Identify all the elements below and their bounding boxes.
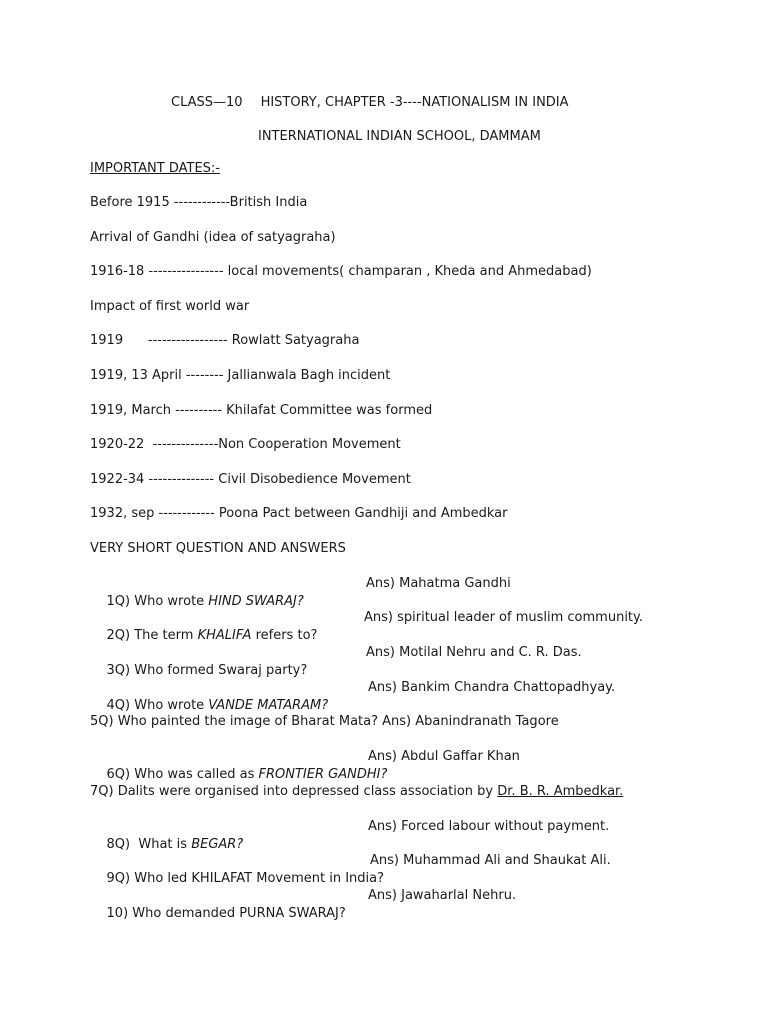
- question-emphasis: BEGAR?: [191, 837, 244, 852]
- question-10: [90, 887, 690, 959]
- question-7: [90, 783, 623, 801]
- school-name: INTERNATIONAL INDIAN SCHOOL, DAMMAM: [258, 129, 541, 144]
- header-class-line: [171, 94, 569, 112]
- answer-underlined: Dr. B. R. Ambedkar.: [497, 784, 624, 799]
- date-item: 1916-18 ---------------- local movements( champaran , Kheda and Ahmedabad): [90, 264, 592, 279]
- class-label: CLASS—10: [171, 95, 243, 110]
- question-text: 10) Who demanded PURNA SWARAJ?: [106, 906, 346, 921]
- question-text: 9Q) Who led KHILAFAT Movement in India?: [106, 871, 384, 886]
- date-item: Arrival of Gandhi (idea of satyagraha): [90, 230, 336, 245]
- date-item: 1919, March ---------- Khilafat Committee was formed: [90, 403, 433, 418]
- date-item: Before 1915 ------------British India: [90, 195, 308, 210]
- question-emphasis: VANDE MATARAM?: [208, 698, 329, 713]
- question-text: 4Q) Who wrote: [106, 698, 209, 713]
- answer-text: Ans) Jawaharlal Nehru.: [368, 888, 517, 903]
- question-text: 2Q) The term: [106, 628, 198, 643]
- answer-text: Ans) Motilal Nehru and C. R. Das.: [366, 645, 582, 660]
- date-item: 1919, 13 April -------- Jallianwala Bagh incident: [90, 368, 391, 383]
- subject-title: HISTORY, CHAPTER -3----NATIONALISM IN INDIA: [260, 95, 569, 110]
- answer-text: Ans) Mahatma Gandhi: [366, 576, 511, 591]
- answer-text: Ans) Muhammad Ali and Shaukat Ali.: [370, 853, 611, 868]
- date-item: 1919 ----------------- Rowlatt Satyagraha: [90, 333, 360, 348]
- question-text: 8Q) What is: [106, 837, 192, 852]
- answer-text: Ans) spiritual leader of muslim community.: [364, 610, 643, 625]
- question-emphasis: FRONTIER GANDHI?: [258, 767, 388, 782]
- answer-text: Ans) Abdul Gaffar Khan: [368, 749, 520, 764]
- date-item: Impact of first world war: [90, 299, 250, 314]
- question-5: 5Q) Who painted the image of Bharat Mata? Ans) Abanindranath Tagore: [90, 714, 559, 729]
- question-text-suffix: refers to?: [251, 628, 318, 643]
- question-text: 1Q) Who wrote: [106, 594, 209, 609]
- question-text: 7Q) Dalits were organised into depressed class association by: [90, 784, 498, 799]
- date-item: 1922-34 -------------- Civil Disobedience Movement: [90, 472, 411, 487]
- date-item: 1920-22 --------------Non Cooperation Movement: [90, 437, 401, 452]
- answer-text: Ans) Bankim Chandra Chattopadhyay.: [368, 680, 616, 695]
- question-emphasis: KHALIFA: [197, 628, 252, 643]
- question-emphasis: HIND SWARAJ?: [208, 594, 304, 609]
- date-item: 1932, sep ------------ Poona Pact between Gandhiji and Ambedkar: [90, 506, 508, 521]
- question-text: 3Q) Who formed Swaraj party?: [106, 663, 308, 678]
- answer-text: Ans) Forced labour without payment.: [368, 819, 610, 834]
- important-dates-heading: IMPORTANT DATES:-: [90, 161, 220, 176]
- question-text: 6Q) Who was called as: [106, 767, 259, 782]
- vsqa-heading: VERY SHORT QUESTION AND ANSWERS: [90, 541, 346, 556]
